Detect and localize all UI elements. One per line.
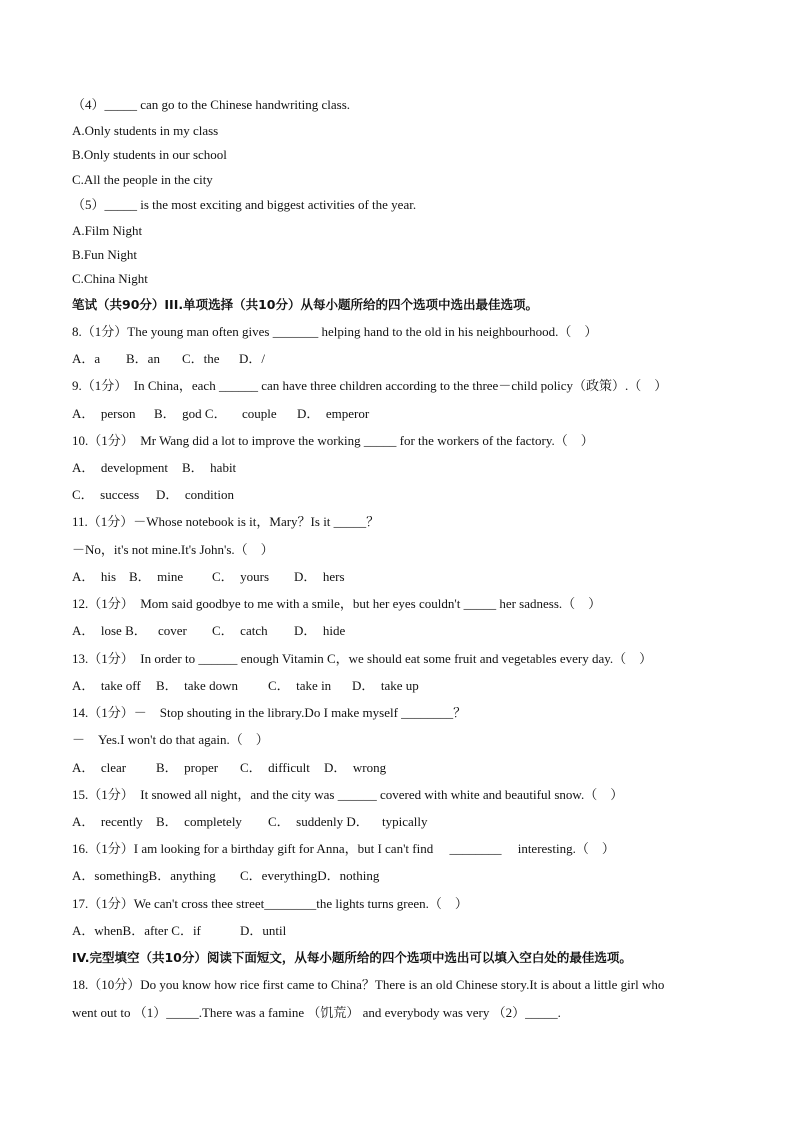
question-8-option-d: D．/ (239, 351, 266, 366)
question-11-option-d: D． hers (294, 569, 345, 584)
question-11-stem-reply: －No，it's not mine.It's John's.（ ） (72, 542, 274, 557)
question-14-option-c: C． difficult (240, 760, 310, 775)
question-14-option-a: A． clear (72, 760, 127, 775)
question-15-option-a: A． recently (72, 814, 143, 829)
question-14-stem-reply: － Yes.I won't do that again.（ ） (72, 732, 269, 747)
question-15-option-d: typically (382, 814, 428, 829)
question-5-option-b: B.Fun Night (72, 247, 138, 262)
question-13-option-b: B． take down (156, 678, 238, 693)
question-5-option-c: C.China Night (72, 271, 148, 286)
question-14-option-d: D． wrong (324, 760, 387, 775)
section-4-heading: IV.完型填空（共10分）阅读下面短文，从每小题所给的四个选项中选出可以填入空白处的最佳选项。 (72, 950, 632, 965)
question-4-option-c: C.All the people in the city (72, 172, 213, 187)
question-15-option-b: B． completely (156, 814, 242, 829)
question-9-option-d: D． emperor (297, 406, 370, 421)
question-14-option-b: B． proper (156, 760, 219, 775)
question-12-stem: 12.（1分） Mom said goodbye to me with a smile，but her eyes couldn't _____ her sadness.（ ） (72, 596, 602, 611)
question-9-stem: 9.（1分） In China，each ______ can have three children according to the three－child policy（政策）.（ ） (72, 378, 668, 393)
question-10-option-a: A． development (72, 460, 169, 475)
question-4-stem: （4）_____ can go to the Chinese handwriting class. (72, 97, 351, 112)
cloze-passage-line-2: went out to （1）_____.There was a famine （饥荒） and everybody was very （2）_____. (72, 1005, 561, 1020)
question-4-option-a: A.Only students in my class (72, 123, 219, 138)
question-13-option-d: D． take up (352, 678, 419, 693)
question-10-stem: 10.（1分） Mr Wang did a lot to improve the working _____ for the workers of the factory.（ ） (72, 433, 594, 448)
question-9-option-b: B． god C． (154, 406, 227, 421)
question-12-option-a: A． lose B． (72, 623, 147, 638)
question-10-option-d: D． condition (156, 487, 234, 502)
question-8-stem: 8.（1分）The young man often gives _______ helping hand to the old in his neighbourhood.（ ） (72, 324, 598, 339)
question-17-options-abc: A．whenB．after C．if (72, 923, 201, 938)
question-12-option-c: C． catch (212, 623, 268, 638)
question-11-option-a: A． his (72, 569, 117, 584)
question-15-stem: 15.（1分） It snowed all night，and the city was ______ covered with white and beautiful snow.（ ） (72, 787, 624, 802)
question-10-option-b: B． habit (182, 460, 237, 475)
question-5-option-a: A.Film Night (72, 223, 143, 238)
question-12-option-b: cover (158, 623, 187, 638)
question-16-options-cd: C．everythingD．nothing (240, 868, 380, 883)
question-15-option-c: C． suddenly D． (268, 814, 369, 829)
question-14-stem: 14.（1分）－ Stop shouting in the library.Do I make myself ________？ (72, 705, 467, 720)
question-16-stem: 16.（1分）I am looking for a birthday gift for Anna，but I can't find ________ interesting.（ ） (72, 841, 615, 856)
question-13-stem: 13.（1分） In order to ______ enough Vitamin C，we should eat some fruit and vegetables every day.（ ） (72, 651, 653, 666)
question-5-stem: （5）_____ is the most exciting and biggest activities of the year. (72, 197, 417, 212)
question-17-option-d: D．until (240, 923, 287, 938)
question-16-options-ab: A．somethingB．anything (72, 868, 216, 883)
question-12-option-d: D． hide (294, 623, 346, 638)
cloze-passage-line-1: 18.（10分）Do you know how rice first came to China？There is an old Chinese story.It is about a little girl who (72, 977, 665, 992)
question-11-option-c: C． yours (212, 569, 270, 584)
question-13-option-c: C． take in (268, 678, 332, 693)
question-8-option-b: B．an (126, 351, 160, 366)
question-8-option-a: A．a (72, 351, 101, 366)
question-9-option-a: A． person (72, 406, 136, 421)
question-9-option-c: couple (242, 406, 277, 421)
question-11-option-b: B． mine (129, 569, 184, 584)
section-3-heading: 笔试（共90分）III.单项选择（共10分）从每小题所给的四个选项中选出最佳选项。 (72, 297, 538, 312)
question-11-stem: 11.（1分）－Whose notebook is it，Mary？Is it _____？ (72, 514, 380, 529)
question-10-option-c: C． success (72, 487, 140, 502)
question-17-stem: 17.（1分）We can't cross thee street________the lights turns green.（ ） (72, 896, 468, 911)
question-13-option-a: A． take off (72, 678, 141, 693)
question-8-option-c: C．the (182, 351, 220, 366)
question-4-option-b: B.Only students in our school (72, 147, 227, 162)
